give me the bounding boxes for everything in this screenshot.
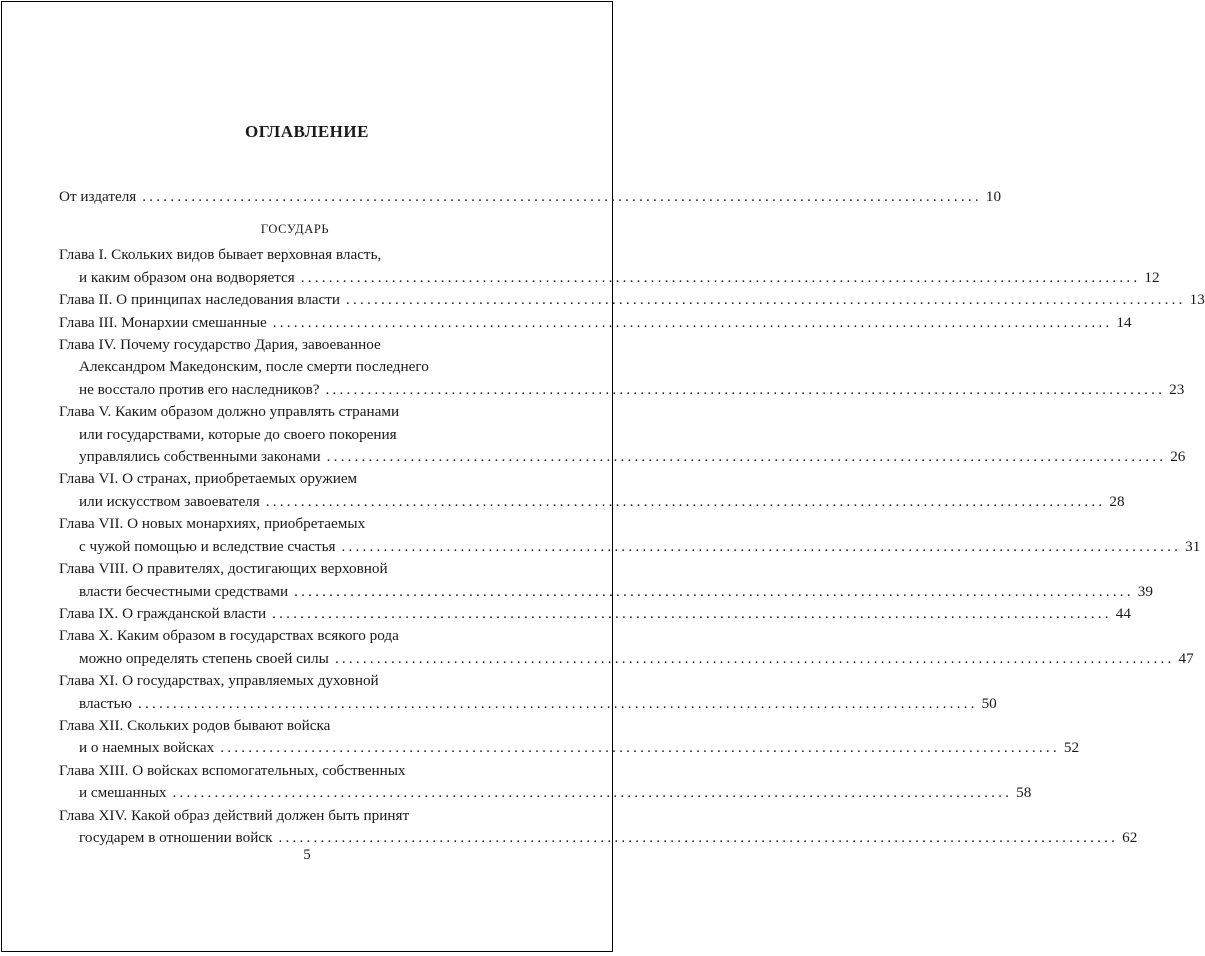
leader-dots: ........................................................................................................................ (326, 448, 1167, 466)
toc-entry-page: 62 (1122, 828, 1138, 846)
toc-entry-page: 31 (1185, 537, 1201, 555)
toc-entry-line: Глава XIV. Какой образ действий должен быть принят (59, 806, 410, 824)
toc-entry-line: Глава VII. О новых монархиях, приобретаемых (59, 515, 366, 533)
toc-entry-page: 50 (981, 694, 997, 712)
toc-entry-line: с чужой помощью и вследствие счастья (79, 537, 336, 555)
toc-entry-line: управлялись собственными законами (79, 448, 321, 466)
toc-entry-line: или искусством завоевателя (79, 492, 260, 510)
page-number: 5 (303, 847, 311, 863)
toc-entry-chapter[interactable] (59, 312, 1132, 334)
toc-entry-line: Глава II. О принципах наследования власти (59, 291, 341, 309)
toc-entry-page: 13 (1189, 291, 1205, 309)
toc-entry-line: государем в отношении войск (79, 828, 273, 846)
leader-dots: ........................................................................................................................ (142, 188, 982, 205)
toc-entry-chapter[interactable] (59, 715, 1080, 760)
toc-entry-line: Глава V. Каким образом должно управлять странами (59, 403, 400, 421)
toc-entry-page: 52 (1063, 739, 1080, 757)
chapter-list (59, 244, 1205, 849)
toc-entry-chapter[interactable] (59, 558, 1153, 603)
page-title: ОГЛАВЛЕНИЕ (245, 122, 369, 141)
toc-entry-page: 44 (1115, 604, 1131, 622)
leader-dots: ........................................................................................................................ (172, 784, 1013, 802)
toc-entry-chapter[interactable] (59, 670, 997, 715)
toc-entry-line: и каким образом она водворяется (79, 268, 295, 286)
toc-entry-page: 28 (1109, 492, 1125, 510)
leader-dots: ........................................................................................................................ (346, 291, 1186, 309)
toc-entry-line: и о наемных войсках (79, 739, 215, 757)
toc-entry-page: 47 (1178, 649, 1194, 667)
book-page (1, 1, 1205, 952)
toc-entry-chapter[interactable] (59, 603, 1131, 625)
table-of-contents (59, 186, 1205, 849)
toc-entry-line: Глава IV. Почему государство Дария, завоеванное (59, 336, 381, 354)
toc-entry-line: и смешанных (79, 784, 167, 802)
leader-dots: ........................................................................................................................ (272, 604, 1112, 622)
leader-dots: ........................................................................................................................ (265, 492, 1106, 510)
toc-entry-page: 14 (1116, 313, 1132, 331)
toc-entry-chapter[interactable] (59, 244, 1160, 289)
toc-entry-chapter[interactable] (59, 625, 1194, 670)
toc-entry-line: Глава I. Скольких видов бывает верховная власть, (59, 246, 382, 264)
toc-entry-line: Глава III. Монархии смешанные (59, 313, 267, 331)
toc-entry-page: 26 (1170, 448, 1186, 466)
toc-entry-line: Глава IX. О гражданской власти (59, 604, 267, 622)
toc-entry-line: Александром Македонским, после смерти последнего (79, 358, 429, 376)
toc-entry-line: можно определять степень своей силы (79, 649, 329, 667)
leader-dots: ........................................................................................................................ (137, 694, 978, 712)
toc-entry-line: или государствами, которые до своего покорения (79, 425, 397, 443)
toc-entry-line: власти бесчестными средствами (79, 582, 289, 600)
toc-entry-chapter[interactable] (59, 513, 1201, 558)
toc-entry-publisher[interactable] (59, 186, 1002, 208)
leader-dots: ........................................................................................................................ (272, 313, 1113, 331)
toc-entry-chapter[interactable] (59, 334, 1185, 401)
leader-dots: ........................................................................................................................ (220, 739, 1060, 757)
toc-entry-line: не восстало против его наследников? (79, 380, 320, 398)
toc-entry-line: Глава VIII. О правителях, достигающих верховной (59, 560, 388, 578)
toc-entry-page: 23 (1169, 380, 1185, 398)
toc-entry-page: 10 (985, 188, 1002, 205)
toc-entry-line: Глава XIII. О войсках вспомогательных, собственных (59, 761, 406, 779)
leader-dots: ........................................................................................................................ (325, 380, 1166, 398)
toc-entry-label: От издателя (59, 188, 137, 205)
leader-dots: ........................................................................................................................ (334, 649, 1175, 667)
toc-entry-chapter[interactable] (59, 760, 1032, 805)
leader-dots: ........................................................................................................................ (300, 268, 1141, 286)
toc-entry-page: 39 (1137, 582, 1153, 600)
toc-entry-page: 12 (1144, 268, 1160, 286)
leader-dots: ........................................................................................................................ (294, 582, 1134, 600)
toc-entry-chapter[interactable] (59, 468, 1125, 513)
leader-dots: ........................................................................................................................ (341, 537, 1182, 555)
toc-entry-line: Глава X. Каким образом в государствах всякого рода (59, 627, 399, 645)
toc-entry-page: 58 (1016, 784, 1032, 802)
toc-entry-line: Глава VI. О странах, приобретаемых оружием (59, 470, 358, 488)
toc-entry-chapter[interactable] (59, 401, 1186, 468)
leader-dots: ........................................................................................................................ (278, 828, 1119, 846)
toc-entry-line: властью (79, 694, 132, 712)
toc-entry-chapter[interactable] (59, 805, 1138, 850)
toc-entry-chapter[interactable] (59, 289, 1205, 311)
toc-entry-line: Глава XI. О государствах, управляемых духовной (59, 672, 379, 690)
toc-entry-line: Глава XII. Скольких родов бывают войска (59, 716, 331, 734)
section-title: ГОСУДАРЬ (260, 222, 330, 237)
